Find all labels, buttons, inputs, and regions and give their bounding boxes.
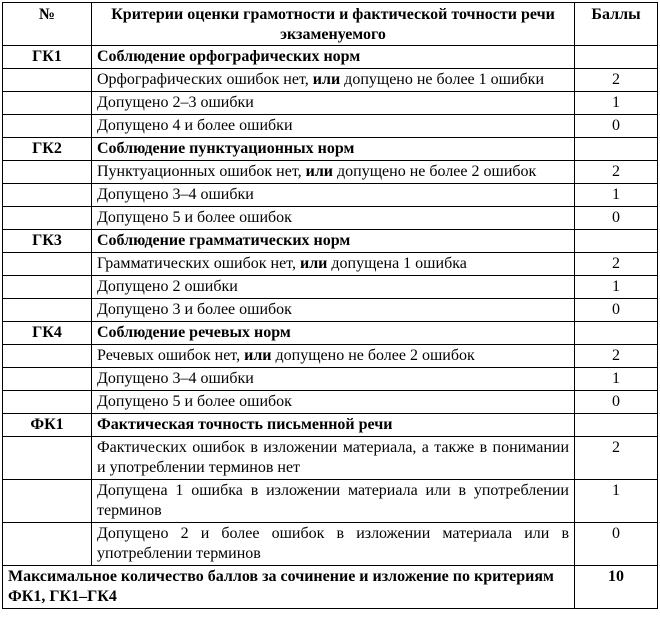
table-row	[3, 92, 658, 115]
row-description	[92, 368, 575, 391]
table-row	[3, 184, 658, 207]
row-points: 0	[575, 523, 658, 566]
row-num-empty	[3, 480, 92, 523]
header-criteria: Критерии оценки грамотности и фактической точности речи экзаменуемого	[92, 3, 575, 46]
table-row	[3, 299, 658, 322]
table-row	[3, 161, 658, 184]
row-text: Допущено 3–4 ошибки	[97, 370, 254, 387]
row-text-rest: допущено не более 2 ошибок	[333, 163, 537, 180]
table-row	[3, 69, 658, 92]
row-description	[92, 161, 575, 184]
table-row	[3, 345, 658, 368]
row-text-bold: или	[305, 163, 334, 180]
group-code: ГК4	[3, 322, 92, 345]
table-row	[3, 276, 658, 299]
group-points-empty	[575, 46, 658, 69]
row-num-empty	[3, 345, 92, 368]
row-num-empty	[3, 115, 92, 138]
row-text: Допущено 2–3 ошибки	[97, 94, 254, 111]
row-num-empty	[3, 391, 92, 414]
group-points-empty	[575, 414, 658, 437]
row-num-empty	[3, 161, 92, 184]
row-text: Допущено 2 ошибки	[97, 278, 238, 295]
row-text-rest: допущено не более 1 ошибки	[340, 71, 544, 88]
row-points: 0	[575, 207, 658, 230]
row-text-rest: допущено не более 2 ошибок	[271, 347, 475, 364]
row-text: Допущено 5 и более ошибок	[97, 393, 292, 410]
group-title: Соблюдение орфографических норм	[92, 46, 575, 69]
row-text-bold: или	[299, 255, 328, 272]
row-points: 2	[575, 253, 658, 276]
row-text: Допущено 2 и более ошибок в изложении материала или в употреблении терминов	[97, 525, 569, 562]
row-points: 1	[575, 92, 658, 115]
row-text: Грамматических ошибок нет,	[97, 255, 300, 272]
group-header-row	[3, 322, 658, 345]
row-points: 0	[575, 115, 658, 138]
total-points: 10	[575, 566, 658, 609]
table-row	[3, 523, 658, 566]
row-description	[92, 115, 575, 138]
row-points: 2	[575, 161, 658, 184]
row-description	[92, 92, 575, 115]
group-header-row	[3, 46, 658, 69]
group-points-empty	[575, 230, 658, 253]
row-description	[92, 69, 575, 92]
row-num-empty	[3, 368, 92, 391]
table-row	[3, 368, 658, 391]
group-title: Соблюдение речевых норм	[92, 322, 575, 345]
table-row	[3, 115, 658, 138]
header-points: Баллы	[575, 3, 658, 46]
row-num-empty	[3, 276, 92, 299]
row-points: 0	[575, 299, 658, 322]
row-description	[92, 437, 575, 480]
row-points: 1	[575, 368, 658, 391]
group-title: Соблюдение пунктуационных норм	[92, 138, 575, 161]
row-points: 1	[575, 480, 658, 523]
group-title: Соблюдение грамматических норм	[92, 230, 575, 253]
total-row	[3, 566, 658, 609]
row-description	[92, 523, 575, 566]
header-num: №	[3, 3, 92, 46]
row-text: Орфографических ошибок нет,	[97, 71, 313, 88]
row-points: 2	[575, 345, 658, 368]
row-num-empty	[3, 69, 92, 92]
row-description	[92, 345, 575, 368]
table-row	[3, 391, 658, 414]
row-text-rest: допущена 1 ошибка	[327, 255, 467, 272]
table-row	[3, 253, 658, 276]
group-code: ГК1	[3, 46, 92, 69]
row-text-bold: или	[312, 71, 341, 88]
row-num-empty	[3, 184, 92, 207]
row-num-empty	[3, 299, 92, 322]
row-description	[92, 276, 575, 299]
row-points: 2	[575, 437, 658, 480]
row-text: Допущена 1 ошибка в изложении материала или в употреблении терминов	[97, 482, 569, 519]
total-label: Максимальное количество баллов за сочинение и изложение по критериям ФК1, ГК1–ГК4	[3, 566, 575, 609]
group-header-row	[3, 230, 658, 253]
group-header-row	[3, 414, 658, 437]
group-points-empty	[575, 322, 658, 345]
header-row	[3, 3, 658, 46]
table-row	[3, 480, 658, 523]
group-code: ГК2	[3, 138, 92, 161]
row-points: 0	[575, 391, 658, 414]
row-num-empty	[3, 207, 92, 230]
group-header-row	[3, 138, 658, 161]
row-points: 2	[575, 69, 658, 92]
table-row	[3, 207, 658, 230]
row-points: 1	[575, 184, 658, 207]
row-num-empty	[3, 523, 92, 566]
row-description	[92, 207, 575, 230]
row-num-empty	[3, 253, 92, 276]
row-text: Допущено 3–4 ошибки	[97, 186, 254, 203]
table-body	[3, 46, 658, 566]
group-code: ГК3	[3, 230, 92, 253]
row-description	[92, 391, 575, 414]
row-description	[92, 184, 575, 207]
table-row	[3, 437, 658, 480]
row-text: Пунктуационных ошибок нет,	[97, 163, 306, 180]
group-title: Фактическая точность письменной речи	[92, 414, 575, 437]
group-points-empty	[575, 138, 658, 161]
row-description	[92, 299, 575, 322]
group-code: ФК1	[3, 414, 92, 437]
criteria-table	[2, 2, 658, 609]
row-num-empty	[3, 437, 92, 480]
row-num-empty	[3, 92, 92, 115]
row-text-bold: или	[244, 347, 272, 364]
row-text: Речевых ошибок нет,	[97, 347, 245, 364]
row-description	[92, 480, 575, 523]
row-text: Допущено 3 и более ошибок	[97, 301, 292, 318]
row-points: 1	[575, 276, 658, 299]
row-text: Фактических ошибок в изложении материала, а также в понимании и употреблении терминов нет	[97, 439, 569, 476]
row-text: Допущено 4 и более ошибки	[97, 117, 293, 134]
row-text: Допущено 5 и более ошибок	[97, 209, 292, 226]
row-description	[92, 253, 575, 276]
